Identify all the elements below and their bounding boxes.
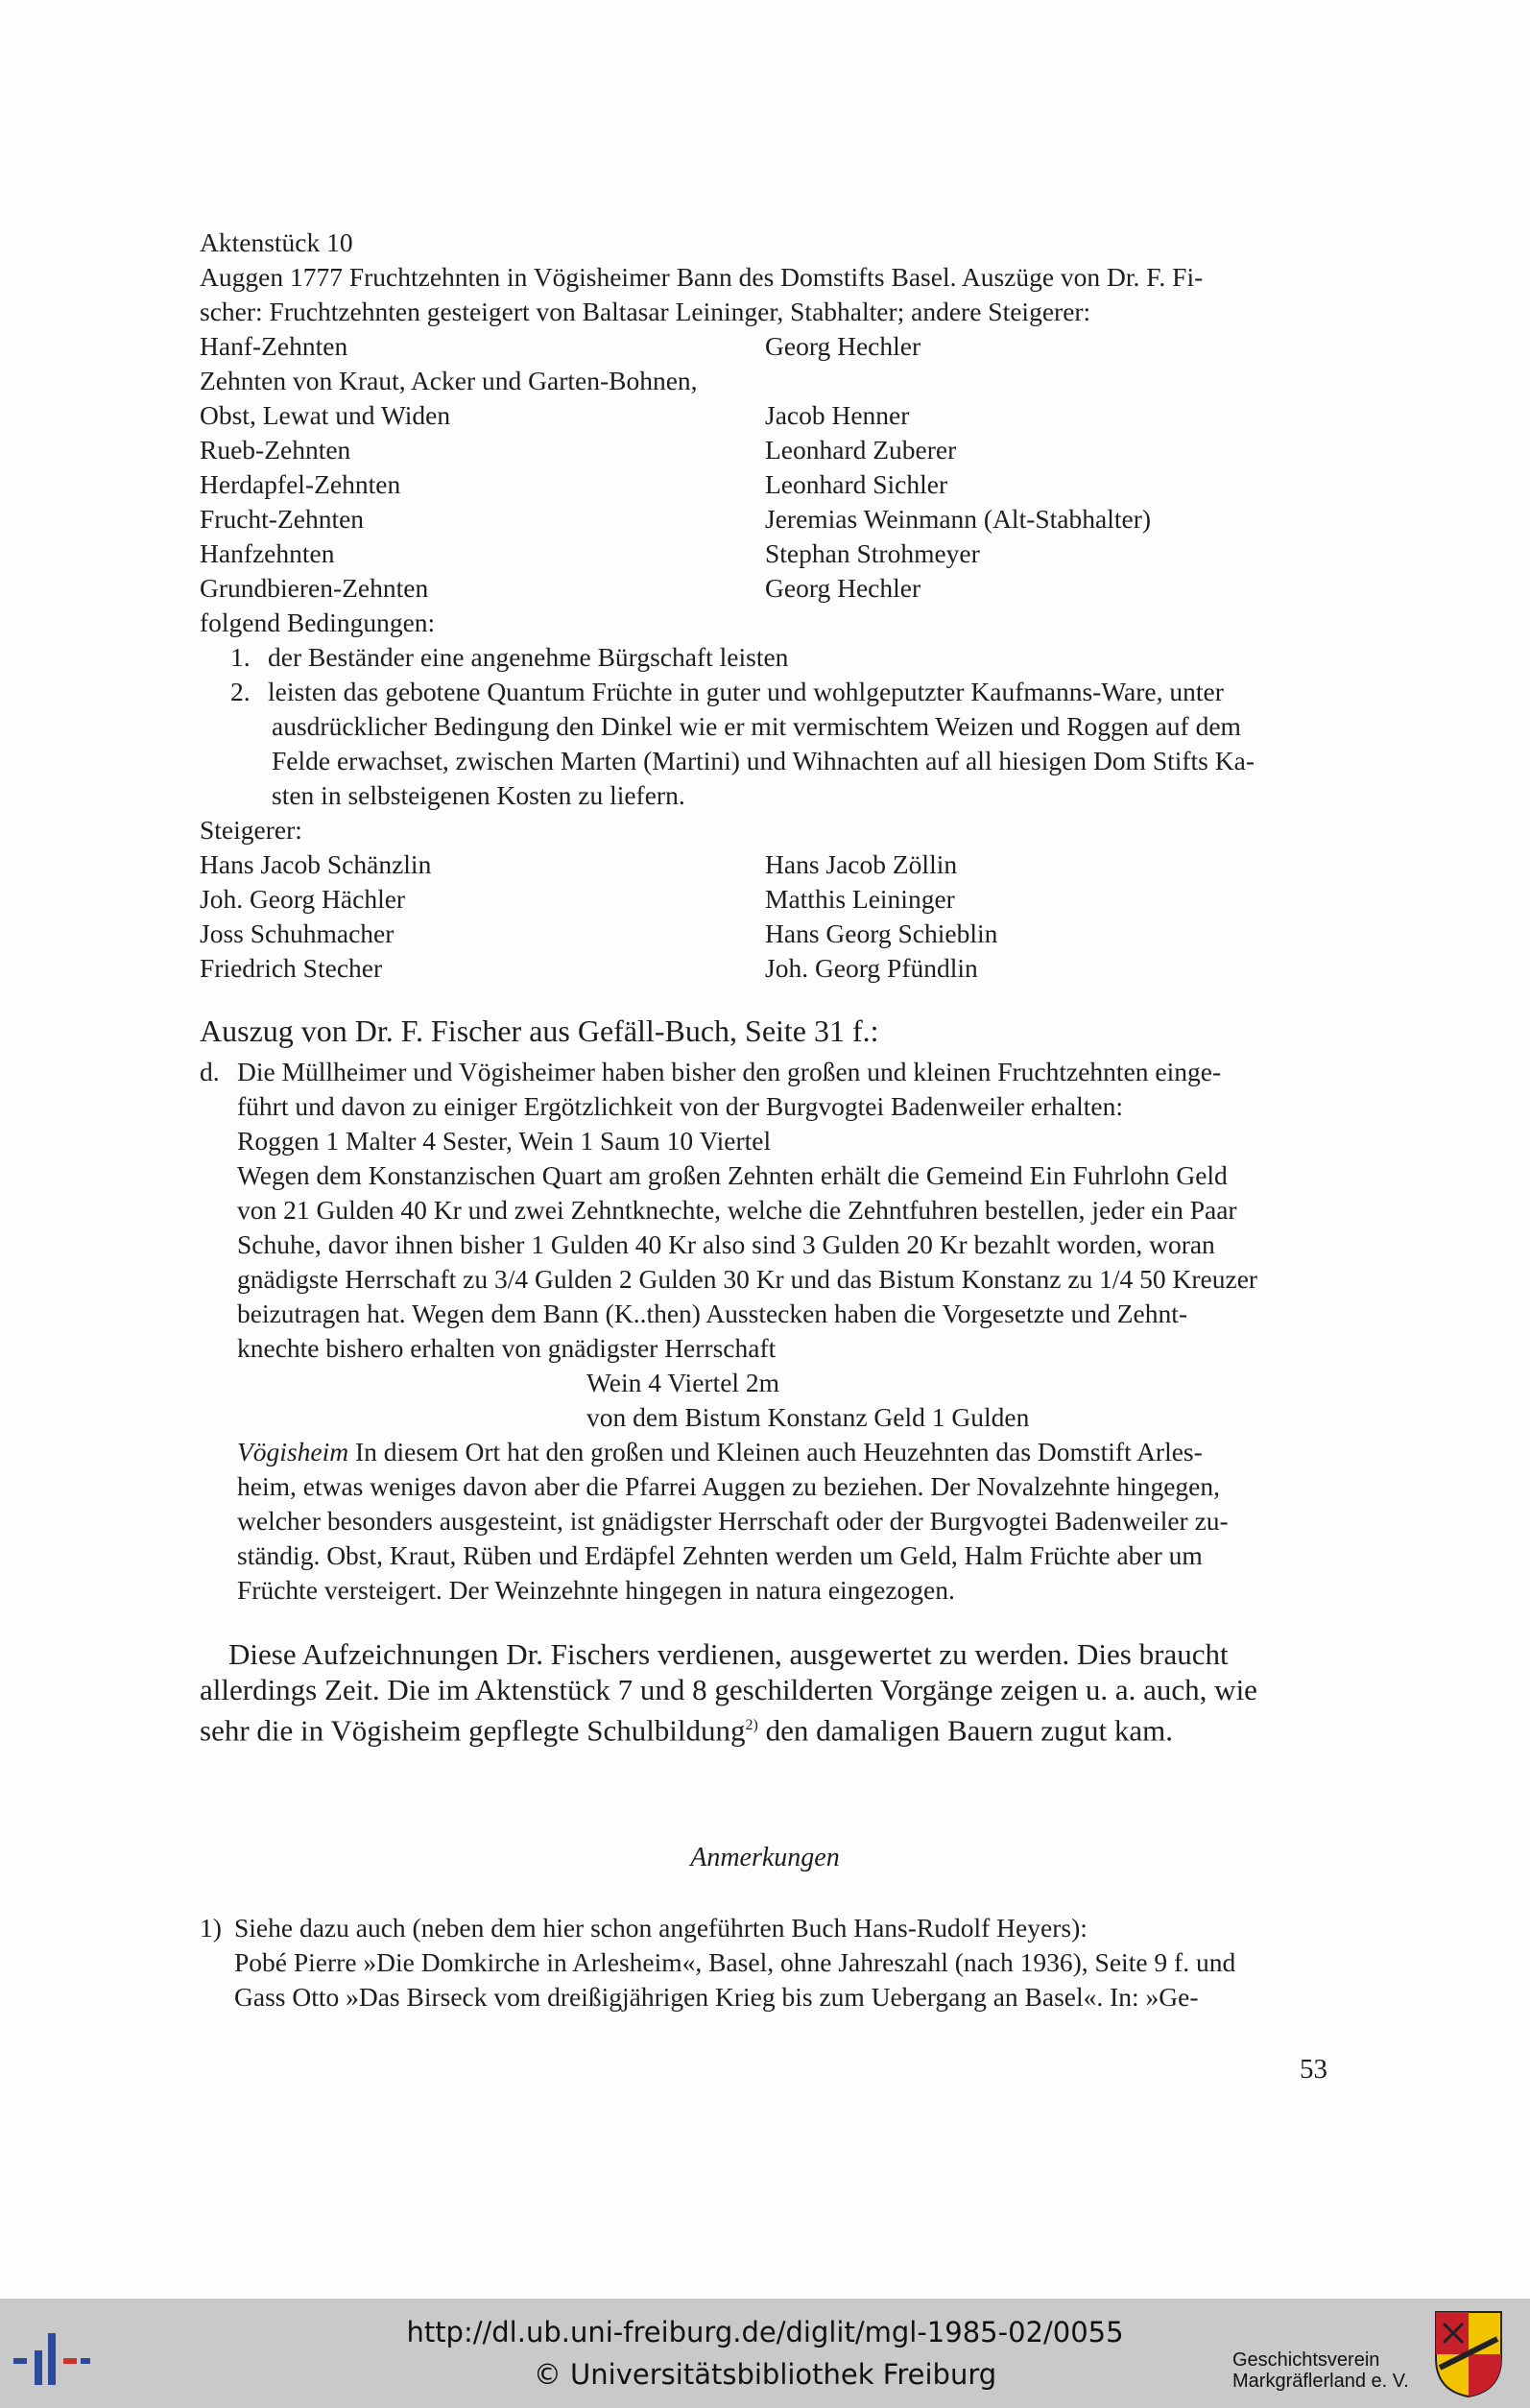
item-label: d. (200, 1057, 220, 1086)
zehnten-label: Hanf-Zehnten (200, 331, 348, 361)
auszug-line: heim, etwas weniges davon aber die Pfarrei Auggen zu beziehen. Der Novalzehnte hingegen, (237, 1471, 1220, 1501)
condition-text: leisten das gebotene Quantum Früchte in guter und wohlgeputzter Kaufmanns-Ware, unter (268, 677, 1224, 706)
note-line: Pobé Pierre »Die Domkirche in Arlesheim«, Basel, ohne Jahreszahl (nach 1936), Seite 9 f. und (234, 1947, 1236, 1977)
condition-text: der Beständer eine angenehme Bürgschaft leisten (268, 642, 789, 672)
source-url[interactable]: http://dl.ub.uni-freiburg.de/diglit/mgl-1985-02/0055 (406, 2316, 1124, 2348)
section-heading: Auszug von Dr. F. Fischer aus Gefäll-Buch, Seite 31 f.: (200, 1013, 879, 1048)
body-text: den damaligen Bauern zugut kam. (757, 1713, 1174, 1748)
auszug-line: gnädigste Herrschaft zu 3/4 Gulden 2 Gulden 30 Kr und das Bistum Konstanz zu 1/4 50 Kreuzer (237, 1264, 1258, 1294)
auszug-line: Wegen dem Konstanzischen Quart am großen Zehnten erhält die Gemeind Ein Fuhrlohn Geld (237, 1160, 1228, 1190)
steigerer-name: Joh. Georg Pfündlin (765, 953, 978, 983)
condition-text: Felde erwachset, zwischen Marten (Martini) und Wihnachten auf all hiesigen Dom Stifts Ka- (272, 746, 1255, 775)
auszug-line: knechte bishero erhalten von gnädigster Herrschaft (237, 1333, 777, 1363)
auszug-line: Schuhe, davor ihnen bisher 1 Gulden 40 Kr also sind 3 Gulden 20 Kr bezahlt worden, woran (237, 1229, 1215, 1259)
zehnten-bidder: Leonhard Zuberer (765, 435, 957, 465)
voegisheim-text: In diesem Ort hat den großen und Kleinen auch Heuzehnten das Domstift Arles- (348, 1437, 1203, 1466)
steigerer-name: Hans Jacob Schänzlin (200, 849, 432, 879)
auszug-line: von 21 Gulden 40 Kr und zwei Zehntknechte, welche die Zehntfuhren bestellen, jeder ein Paar (237, 1195, 1237, 1225)
steigerer-name: Hans Georg Schieblin (765, 918, 998, 948)
indented-line: von dem Bistum Konstanz Geld 1 Gulden (586, 1402, 1030, 1432)
publisher-line: Markgräflerland e. V. (1232, 2371, 1409, 2392)
condition-number: 2. (230, 677, 251, 706)
zehnten-label: Rueb-Zehnten (200, 435, 351, 465)
zehnten-bidder: Georg Hechler (765, 331, 921, 361)
note-line: Gass Otto »Das Birseck vom dreißigjährigen Krieg bis zum Uebergang an Basel«. In: »Ge- (234, 1982, 1199, 2012)
auszug-line: beizutragen hat. Wegen dem Bann (K..then) Ausstecken haben die Vorgesetzte und Zehnt- (237, 1299, 1188, 1328)
body-line (200, 1707, 1173, 1748)
copyright-text: © Universitätsbibliothek Freiburg (533, 2358, 997, 2391)
body-line: Diese Aufzeichnungen Dr. Fischers verdienen, ausgewertet zu werden. Dies braucht (228, 1637, 1229, 1671)
auszug-line: Die Müllheimer und Vögisheimer haben bisher den großen und kleinen Fruchtzehnten einge- (237, 1057, 1222, 1086)
steigerer-name: Friedrich Stecher (200, 953, 383, 983)
condition-text: ausdrücklicher Bedingung den Dinkel wie er mit vermischtem Weizen und Roggen auf dem (272, 711, 1241, 741)
steigerer-name: Hans Jacob Zöllin (765, 849, 958, 879)
note-line: Siehe dazu auch (neben dem hier schon angeführten Buch Hans-Rudolf Heyers): (234, 1913, 1088, 1943)
zehnten-bidder: Leonhard Sichler (765, 469, 948, 499)
zehnten-label: Hanfzehnten (200, 538, 335, 568)
auszug-line: führt und davon zu einiger Ergötzlichkeit von der Burgvogtei Badenweiler erhalten: (237, 1091, 1124, 1121)
note-number: 1) (200, 1913, 222, 1943)
voegisheim-line (237, 1435, 1203, 1469)
auszug-line: welcher besonders ausgesteint, ist gnädigster Herrschaft oder der Burgvogtei Badenweiler zu- (237, 1506, 1229, 1536)
intro-line: scher: Fruchtzehnten gesteigert von Baltasar Leininger, Stabhalter; andere Steigerer: (200, 297, 1091, 326)
bedingungen-label: folgend Bedingungen: (200, 608, 436, 637)
condition-number: 1. (230, 642, 251, 672)
zehnten-bidder: Georg Hechler (765, 573, 921, 603)
zehnten-bidder: Jacob Henner (765, 400, 910, 430)
publisher-line: Geschichtsverein (1232, 2349, 1380, 2371)
zehnten-label: Obst, Lewat und Widen (200, 400, 451, 430)
auszug-line: Roggen 1 Malter 4 Sester, Wein 1 Saum 10 Viertel (237, 1126, 772, 1156)
body-line: allerdings Zeit. Die im Aktenstück 7 und 8 geschilderten Vorgänge zeigen u. a. auch, wie (200, 1673, 1257, 1706)
document-title: Aktenstück 10 (200, 227, 353, 257)
condition-text: sten in selbsteigenen Kosten zu liefern. (272, 780, 685, 810)
indented-line: Wein 4 Viertel 2m (586, 1368, 780, 1397)
steigerer-name: Joh. Georg Hächler (200, 884, 406, 914)
place-name: Vögisheim (237, 1437, 349, 1466)
body-text: sehr die in Vögisheim gepflegte Schulbildung (200, 1713, 746, 1748)
steigerer-name: Matthis Leininger (765, 884, 955, 914)
page-number: 53 (1300, 2054, 1327, 2085)
zehnten-bidder: Jeremias Weinmann (Alt-Stabhalter) (765, 504, 1152, 534)
zehnten-label: Frucht-Zehnten (200, 504, 365, 534)
zehnten-label: Grundbieren-Zehnten (200, 573, 429, 603)
zehnten-bidder: Stephan Strohmeyer (765, 538, 980, 568)
auszug-line: ständig. Obst, Kraut, Rüben und Erdäpfel Zehnten werden um Geld, Halm Früchte aber um (237, 1540, 1203, 1570)
publisher-name (1232, 2349, 1409, 2392)
zehnten-label: Zehnten von Kraut, Acker und Garten-Bohnen, (200, 366, 698, 395)
zehnten-label: Herdapfel-Zehnten (200, 469, 401, 499)
steigerer-name: Joss Schuhmacher (200, 918, 394, 948)
steigerer-label: Steigerer: (200, 815, 302, 845)
notes-heading: Anmerkungen (690, 1843, 840, 1872)
coat-of-arms-icon (1434, 2310, 1503, 2398)
footer-bar (0, 2299, 1530, 2408)
intro-line: Auggen 1777 Fruchtzehnten in Vögisheimer Bann des Domstifts Basel. Auszüge von Dr. F. Fi- (200, 262, 1204, 292)
auszug-line: Früchte versteigert. Der Weinzehnte hingegen in natura eingezogen. (237, 1575, 955, 1605)
footnote-ref[interactable]: 2) (745, 1717, 758, 1733)
